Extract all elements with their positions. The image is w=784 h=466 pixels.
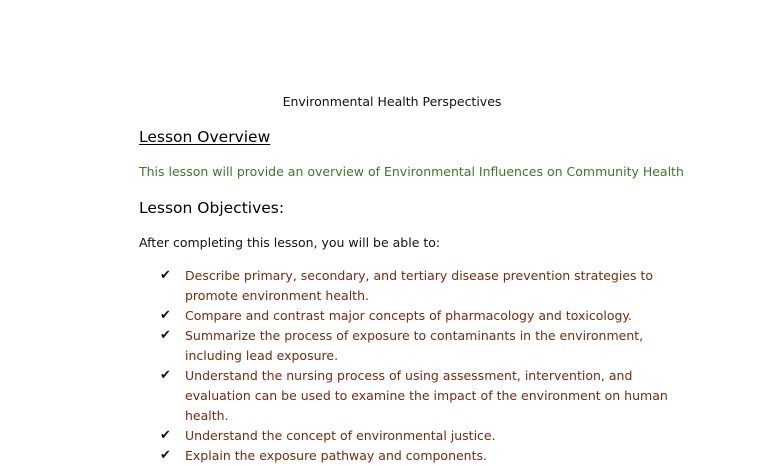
checkmark-icon: ✔	[160, 268, 171, 283]
objective-text: Summarize the process of exposure to contaminants in the environment, including lead exposure.	[185, 328, 644, 363]
objective-item	[160, 266, 700, 306]
objective-item	[160, 306, 700, 326]
objective-text: Understand the nursing process of using assessment, intervention, and evaluation can be used to examine the impact of the environment on human health.	[185, 368, 668, 423]
objective-item	[160, 366, 700, 426]
objective-text: Explain the exposure pathway and components.	[185, 448, 487, 463]
objectives-lead-text: After completing this lesson, you will be able to:	[139, 235, 441, 250]
objective-item	[160, 426, 700, 446]
lesson-overview-text: This lesson will provide an overview of Environmental Influences on Community Health	[139, 164, 684, 179]
objective-item	[160, 446, 700, 466]
checkmark-icon: ✔	[160, 428, 171, 443]
objective-text: Understand the concept of environmental justice.	[185, 428, 496, 443]
checkmark-icon: ✔	[160, 308, 171, 323]
checkmark-icon: ✔	[160, 368, 171, 383]
objectives-list	[160, 266, 700, 466]
objective-item	[160, 326, 700, 366]
objective-text: Compare and contrast major concepts of pharmacology and toxicology.	[185, 308, 633, 323]
lesson-overview-heading: Lesson Overview	[139, 128, 271, 146]
objective-text: Describe primary, secondary, and tertiary disease prevention strategies to promote environment health.	[185, 268, 654, 303]
checkmark-icon: ✔	[160, 448, 171, 463]
document-title: Environmental Health Perspectives	[282, 94, 502, 109]
lesson-objectives-heading: Lesson Objectives:	[139, 199, 285, 217]
checkmark-icon: ✔	[160, 328, 171, 343]
